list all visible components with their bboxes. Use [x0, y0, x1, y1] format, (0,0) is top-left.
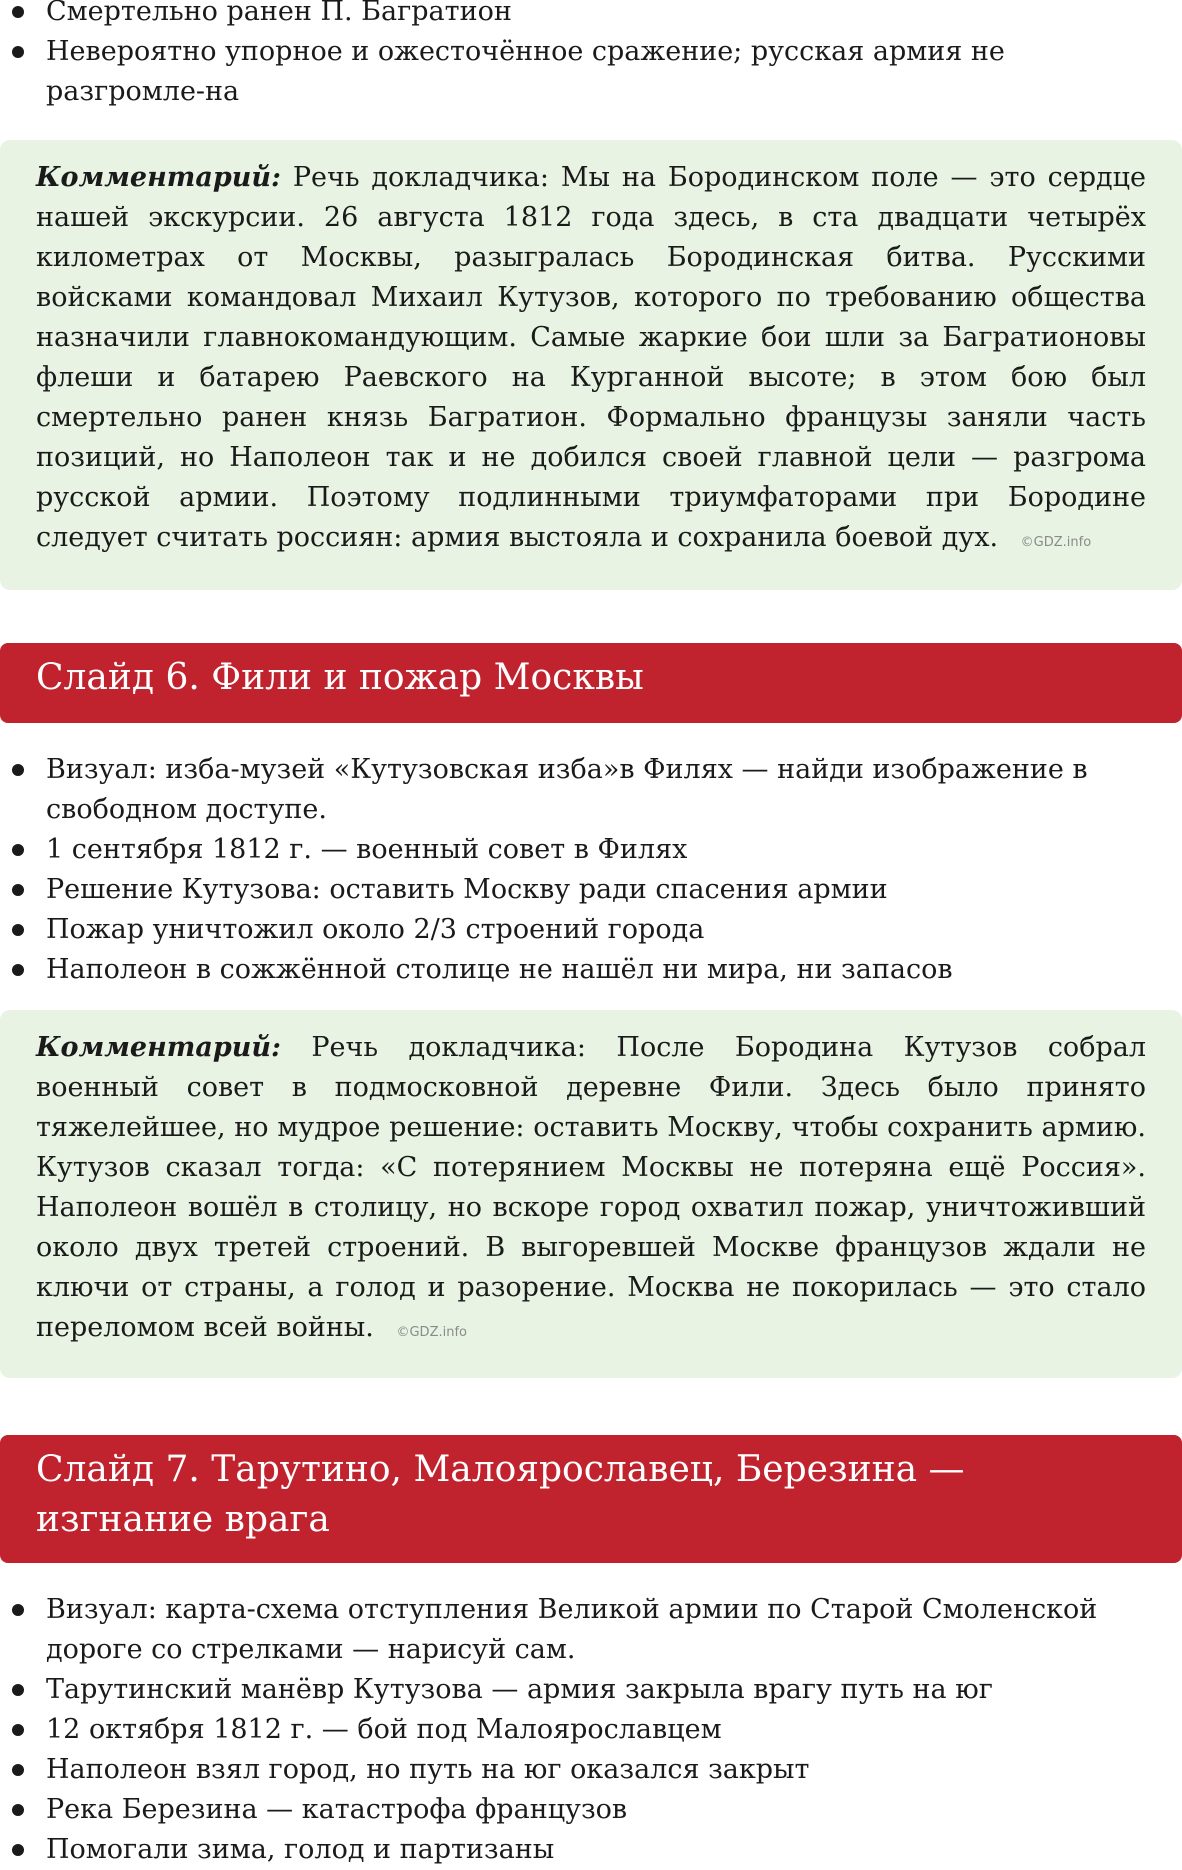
list-item: Наполеон в сожжённой столице не нашёл ни мира, ни запасов [0, 950, 1182, 990]
list-item: Помогали зима, голод и партизаны [0, 1830, 1182, 1870]
list-item: Визуал: изба-музей «Кутузовская изба»в Филях — найди изображение в свободном доступе. [0, 750, 1182, 830]
slide-6-bullet-list [0, 750, 1182, 990]
slide-7-header [0, 1435, 1182, 1563]
bullet-icon [12, 1684, 24, 1696]
list-item: 1 сентября 1812 г. — военный совет в Филях [0, 830, 1182, 870]
slide-7-bullet-list [0, 1590, 1182, 1870]
comment-text: Речь докладчика: Мы на Бородинском поле — это сердце нашей экскурсии. 26 августа 1812 года здесь, в ста двадцати четырёх километрах от Москвы, разыгралась Бородинская битва. Русскими войсками командовал Михаил Кутузов, которого по требованию общества назначили главнокомандующим. Самые жаркие бои шли за Багратионовы флеши и батарею Раевского на Курганной высоте; в этом бою был смертельно ранен князь Багратион. Формально французы заняли часть позиций, но Наполеон так и не добился своей главной цели — разгрома русской армии. Поэтому подлинными триумфаторами при Бородине следует считать россиян: армия выстояла и сохранила боевой дух. [36, 162, 1146, 553]
bullet-icon [12, 764, 24, 776]
comment-text: Речь докладчика: После Бородина Кутузов собрал военный совет в подмосковной деревне Фили. Здесь было принято тяжелейшее, но мудрое решение: оставить Москву, чтобы сохранить армию. Кутузов сказал тогда: «С потерянием Москвы не потеряна ещё Россия». Наполеон вошёл в столицу, но вскоре город охватил пожар, уничтоживший около двух третей строений. В выгоревшей Москве французов ждали не ключи от страны, а голод и разорение. Москва не покорилась — это стало переломом всей войны. [36, 1032, 1146, 1343]
bullet-icon [12, 964, 24, 976]
comment-box-fili [0, 1010, 1182, 1378]
bullet-icon [12, 1724, 24, 1736]
bullet-icon [12, 924, 24, 936]
slide-title: Слайд 6. Фили и пожар Москвы [36, 657, 644, 698]
bullet-icon [12, 1804, 24, 1816]
comment-box-borodino [0, 140, 1182, 590]
list-item: Река Березина — катастрофа французов [0, 1790, 1182, 1830]
bullet-icon [12, 1604, 24, 1616]
watermark: ©GDZ.info [396, 1325, 467, 1340]
list-item: Визуал: карта-схема отступления Великой армии по Старой Смоленской дороге со стрелками — нарисуй сам. [0, 1590, 1182, 1670]
list-item: Пожар уничтожил около 2/3 строений города [0, 910, 1182, 950]
top-bullet-list [0, 0, 1182, 112]
comment-label: Комментарий: [36, 162, 281, 193]
bullet-icon [12, 844, 24, 856]
bullet-icon [12, 6, 24, 18]
slide-title: Слайд 7. Тарутино, Малоярославец, Березина — изгнание врага [36, 1449, 965, 1540]
bullet-icon [12, 884, 24, 896]
list-item: 12 октября 1812 г. — бой под Малоярославцем [0, 1710, 1182, 1750]
watermark: ©GDZ.info [1020, 535, 1092, 550]
slide-6-header [0, 643, 1182, 723]
list-item: Невероятно упорное и ожесточённое сражение; русская армия не разгромле-на [0, 32, 1182, 112]
comment-label: Комментарий: [36, 1032, 281, 1063]
list-item: Наполеон взял город, но путь на юг оказался закрыт [0, 1750, 1182, 1790]
list-item: Смертельно ранен П. Багратион [0, 0, 1182, 32]
list-item: Решение Кутузова: оставить Москву ради спасения армии [0, 870, 1182, 910]
bullet-icon [12, 46, 24, 58]
bullet-icon [12, 1764, 24, 1776]
bullet-icon [12, 1844, 24, 1856]
list-item: Тарутинский манёвр Кутузова — армия закрыла врагу путь на юг [0, 1670, 1182, 1710]
